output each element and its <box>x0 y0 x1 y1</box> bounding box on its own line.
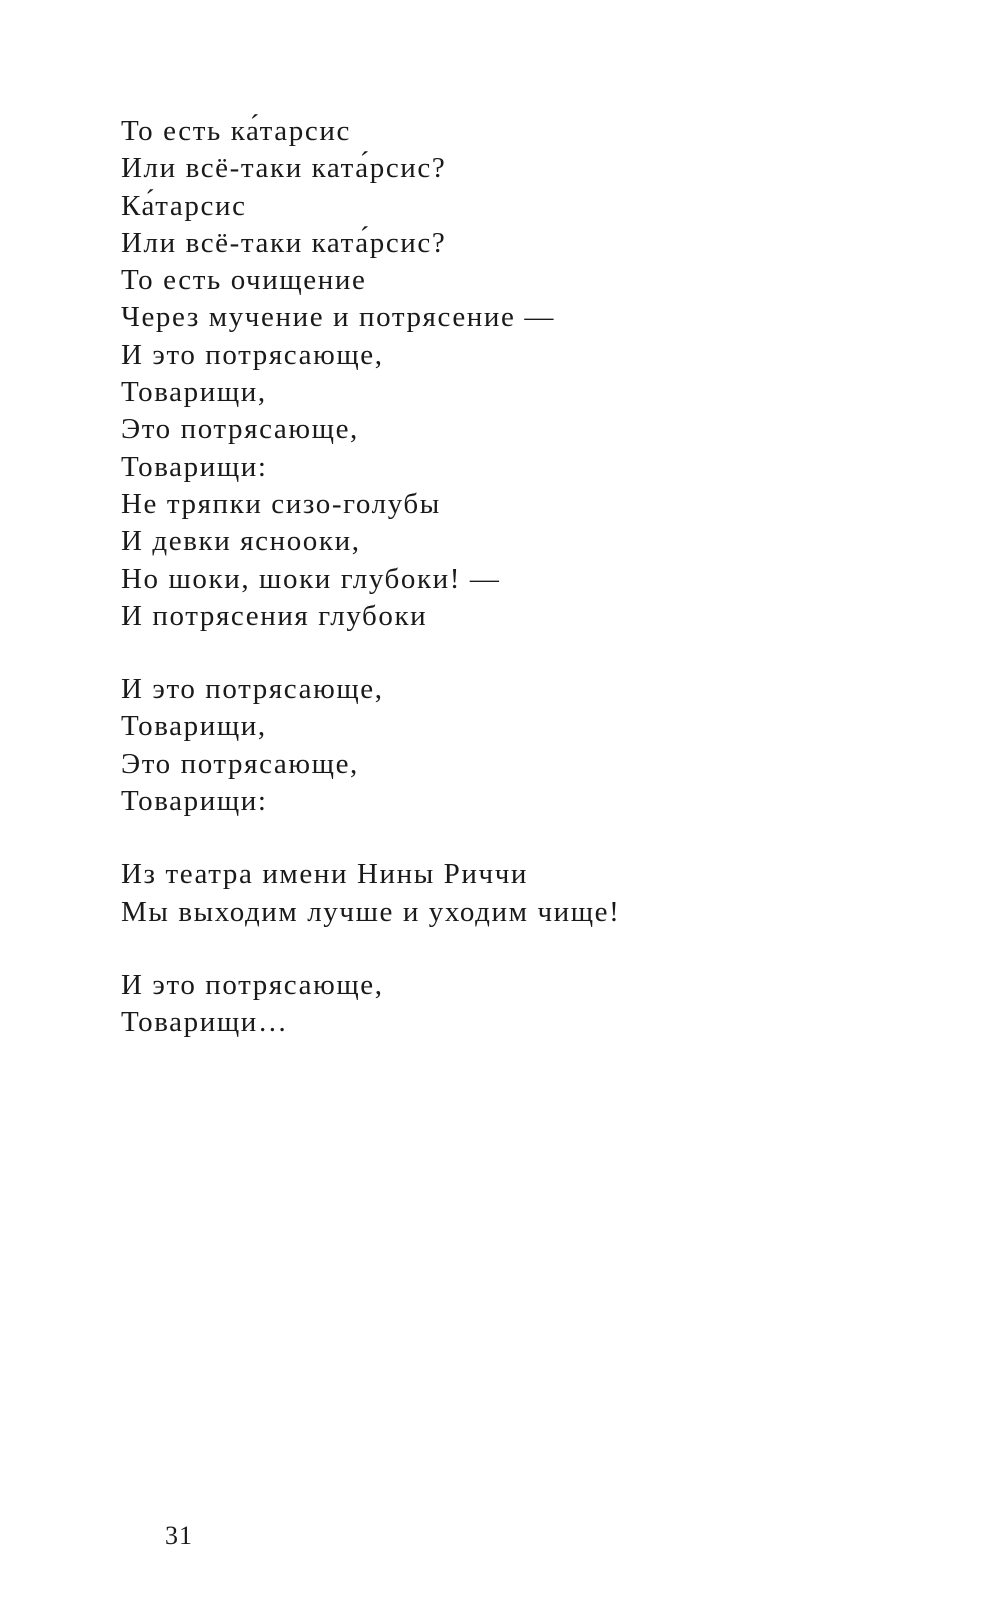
poem-line: То есть очищение <box>121 264 367 297</box>
poem-line: Товарищи: <box>121 785 268 818</box>
poem-line: И это потрясающе, <box>121 968 384 1001</box>
stanza-3 <box>121 856 921 931</box>
poem-line: Из театра имени Нины Риччи <box>121 858 529 891</box>
poem-line: И потрясения глубоки <box>121 599 428 632</box>
poem-line: Но шоки, шоки глубоки! — <box>121 562 501 595</box>
poem-line: Товарищи, <box>121 376 267 409</box>
poem-line: Товарищи, <box>121 710 267 743</box>
poem-line: Не тряпки сизо-голубы <box>121 487 441 520</box>
poem-line: Или всё-таки ката́рсис? <box>121 152 447 185</box>
poem-line: Через мучение и потрясение — <box>121 301 555 334</box>
poem-line: Это потрясающе, <box>121 413 359 446</box>
stanza-4 <box>121 967 921 1042</box>
stanza-1 <box>121 113 921 635</box>
poem-line: Или всё-таки ката́рсис? <box>121 226 447 259</box>
stanza-2 <box>121 671 921 820</box>
poem-line: Товарищи… <box>121 1006 289 1039</box>
page-number: 31 <box>165 1521 193 1550</box>
poem-line: И девки ясноoки, <box>121 525 361 558</box>
poem-line: И это потрясающе, <box>121 338 384 371</box>
poem-line: Мы выходим лучше и уходим чище! <box>121 895 621 928</box>
poem-line: То есть ка́тарсис <box>121 115 351 147</box>
poem-line: Ка́тарсис <box>121 189 247 222</box>
poem-line: И это потрясающе, <box>121 673 384 706</box>
poem-line: Товарищи: <box>121 450 268 483</box>
poem-text <box>121 113 921 1078</box>
poem-line: Это потрясающе, <box>121 747 359 780</box>
